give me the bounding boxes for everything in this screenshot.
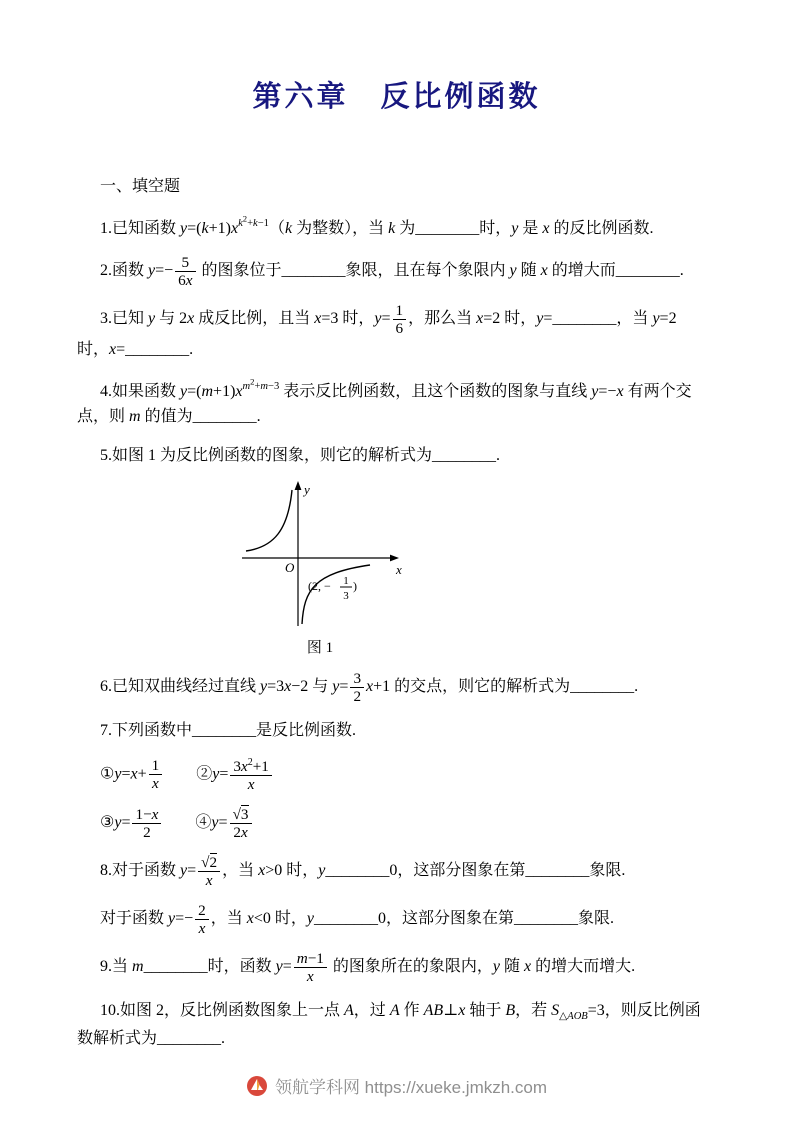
point-label-suffix: ) [353,579,357,594]
question-6: 6.已知双曲线经过直线 y=3x−2 与 y= $\frac{3}{2}$ x+1 的交点，则它的解析式为________. [100,670,639,706]
x-axis-label: x [396,562,402,578]
worksheet-content [0,115,793,1052]
hyperbola-branch-q4 [302,565,370,624]
question-7-options-1: ①y=x+ $\frac{1}{x}$ ②y= $\frac{3x^2+1}{x}$ [77,757,711,793]
question-9: 9.当 m________时，函数 y= $\frac{m-1}{x}$ 的图象所在的象限内，y 随 x 的增大而增大. [100,950,636,986]
figure-1 [215,478,425,657]
figure-1-graph [220,478,420,630]
question-10: 10.如图 2，反比例函数图象上一点 A，过 A 作 AB⊥x 轴于 B，若 $S_{\triangle AOB}=3$，则反比例函数解析式为________. [77,1002,701,1048]
question-8-line-1: 8.对于函数 y= $\frac{√2}{x}$ ，当 x>0 时，y________0，这部分图象在第________象限. [100,854,626,890]
figure-1-caption: 图 1 [306,640,334,657]
point-label [308,575,357,602]
section-heading: 一、填空题 [100,178,181,195]
site-logo-icon [246,1075,268,1097]
footer-site-text: 领航学科网 https://xueke.jmkzh.com [274,1078,548,1097]
point-label-numerator: 1 [343,575,349,588]
question-4: 4.如果函数 $y=(m+1)x^{m^2+m-3}$ 表示反比例函数，且这个函数的图象与直线 y=−x 有两个交点，则 m 的值为________. [77,376,692,426]
question-2: 2.函数 y=− $\frac{5}{6x}$ 的图象位于________象限，且在每个象限内 y 随 x 的增大而________. [100,254,684,290]
footer-watermark [0,1073,793,1098]
origin-label: O [285,560,295,576]
point-label-prefix: (2, − [308,579,331,594]
point-label-denominator: 3 [343,590,349,603]
page-title: 第六章 反比例函数 [252,81,541,113]
question-3: 3.已知 y 与 2x 成反比例，且当 x=3 时，y= $\frac{1}{6}$ ，那么当 x=2 时，y=________，当 y=2 时，x=________. [77,302,677,359]
x-axis-arrow-icon [390,555,399,562]
y-axis-arrow-icon [295,481,302,490]
question-8-line-2: 对于函数 y=− $\frac{2}{x}$ ，当 x<0 时，y________0，这部分图象在第________象限. [100,902,615,938]
hyperbola-branch-q2 [246,490,292,551]
y-axis-label: y [304,482,310,498]
question-5: 5.如图 1 为反比例函数的图象，则它的解析式为________. [100,446,501,464]
question-1: 1.已知函数 $y=(k+1)x^{k^2+k-1}(k$ 为整数），当 k 为________时，y 是 x 的反比例函数. [100,213,654,237]
question-7: 7.下列函数中________是反比例函数. [100,722,357,740]
question-7-options-2: ③y= $\frac{1-x}{2}$ ④y= $\frac{√3}{2x}$ [77,806,711,841]
